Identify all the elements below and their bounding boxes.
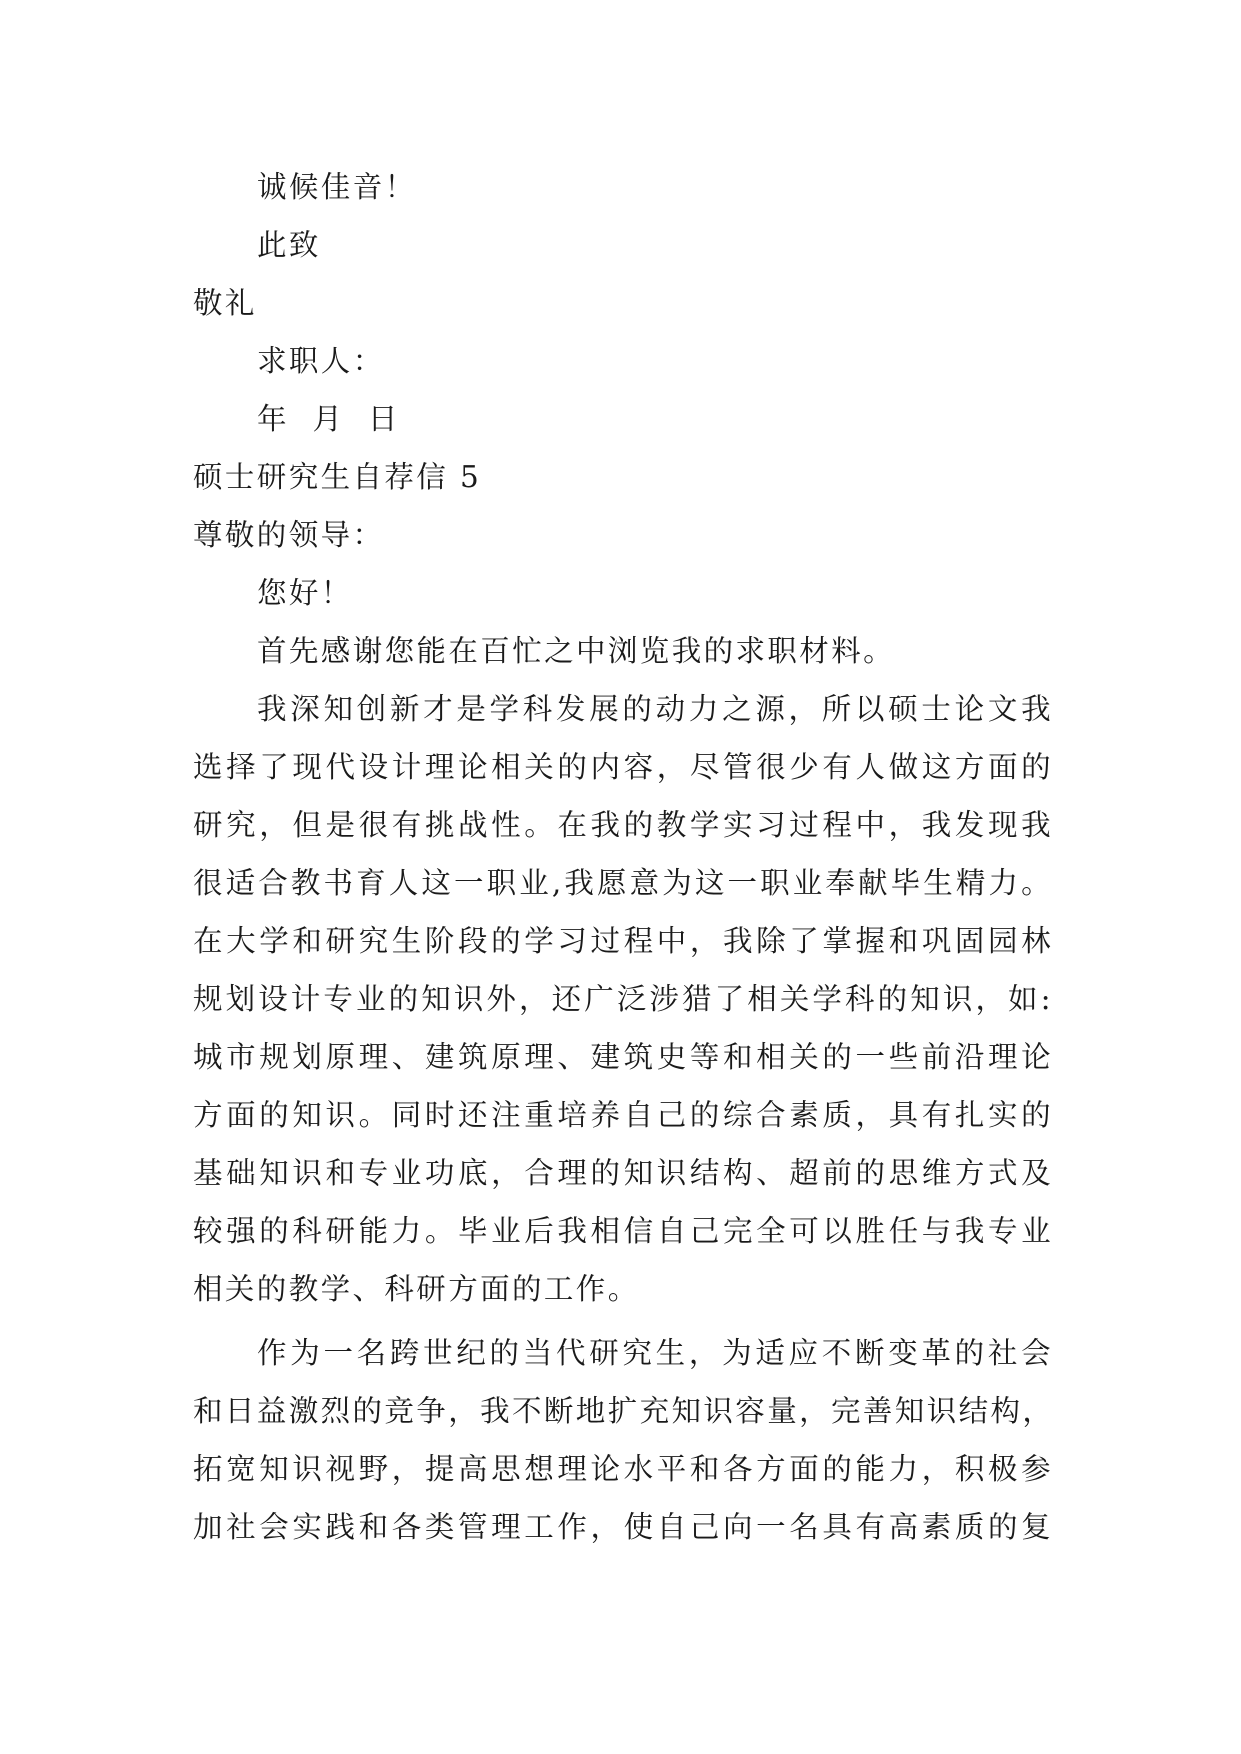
paragraph-1: 首先感谢您能在百忙之中浏览我的求职材料。 bbox=[257, 634, 896, 668]
paragraph-line: 相关的教学、科研方面的工作。 bbox=[193, 1272, 640, 1306]
closing-hereby: 此致 bbox=[257, 228, 321, 262]
paragraph-line: 规划设计专业的知识外，还广泛涉猎了相关学科的知识，如: bbox=[193, 982, 1053, 1016]
greeting: 您好！ bbox=[257, 576, 353, 610]
paragraph-line: 城市规划原理、建筑原理、建筑史等和相关的一些前沿理论 bbox=[193, 1040, 1053, 1074]
paragraph-line: 较强的科研能力。毕业后我相信自己完全可以胜任与我专业 bbox=[193, 1214, 1053, 1248]
letter-heading: 硕士研究生自荐信 5 bbox=[193, 460, 482, 494]
paragraph-line: 方面的知识。同时还注重培养自己的综合素质，具有扎实的 bbox=[193, 1098, 1053, 1132]
paragraph-line: 加社会实践和各类管理工作，使自己向一名具有高素质的复 bbox=[193, 1510, 1053, 1544]
closing-salute: 敬礼 bbox=[193, 286, 257, 320]
letter-body bbox=[193, 158, 1053, 1556]
paragraph-line: 选择了现代设计理论相关的内容，尽管很少有人做这方面的 bbox=[193, 750, 1053, 784]
paragraph-line: 研究，但是很有挑战性。在我的教学实习过程中，我发现我 bbox=[193, 808, 1053, 842]
addressee: 尊敬的领导： bbox=[193, 518, 385, 552]
paragraph-line: 作为一名跨世纪的当代研究生，为适应不断变革的社会 bbox=[257, 1336, 1053, 1370]
paragraph-line: 在大学和研究生阶段的学习过程中，我除了掌握和巩固园林 bbox=[193, 924, 1053, 958]
paragraph-line: 拓宽知识视野，提高思想理论水平和各方面的能力，积极参 bbox=[193, 1452, 1053, 1486]
closing-await-reply: 诚候佳音！ bbox=[257, 170, 417, 204]
applicant-label: 求职人： bbox=[257, 344, 385, 378]
paragraph-2 bbox=[193, 680, 1053, 1318]
date-placeholder: 年 月 日 bbox=[257, 402, 400, 436]
paragraph-3 bbox=[193, 1324, 1053, 1556]
paragraph-line: 基础知识和专业功底，合理的知识结构、超前的思维方式及 bbox=[193, 1156, 1053, 1190]
paragraph-line: 和日益激烈的竞争，我不断地扩充知识容量，完善知识结构， bbox=[193, 1394, 1055, 1428]
paragraph-line: 我深知创新才是学科发展的动力之源，所以硕士论文我 bbox=[257, 692, 1053, 726]
paragraph-line: 很适合教书育人这一职业,我愿意为这一职业奉献毕生精力。 bbox=[193, 866, 1053, 900]
